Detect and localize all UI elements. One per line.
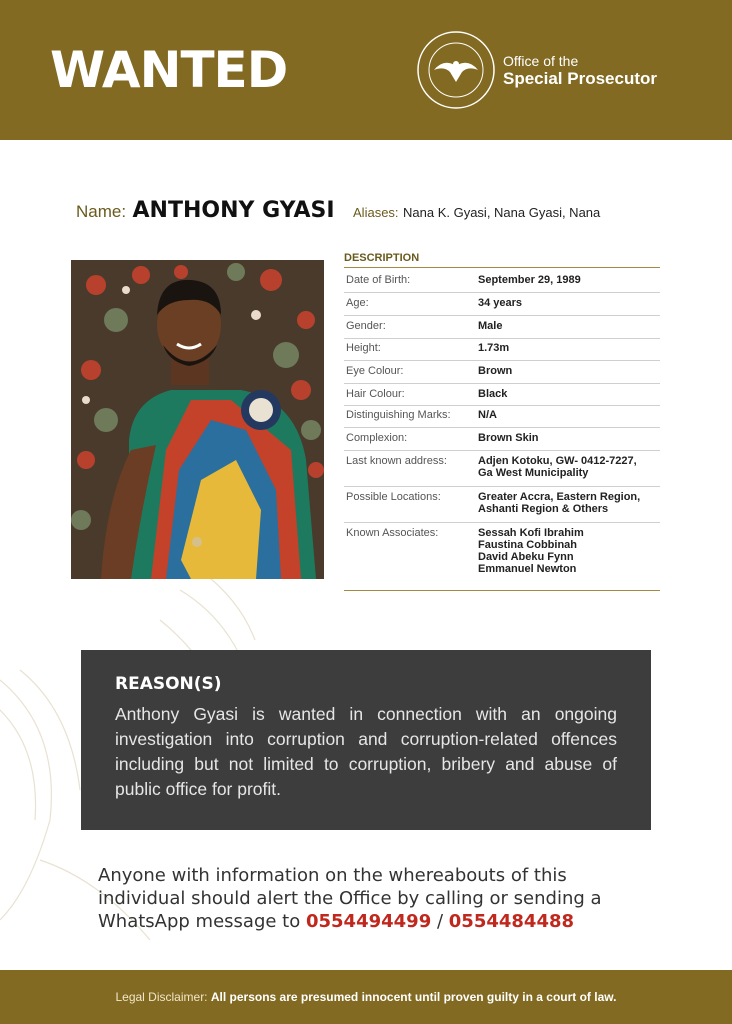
reason-title: REASON(S) bbox=[115, 674, 222, 694]
row-value: Adjen Kotoku, GW- 0412-7227, Ga West Municipality bbox=[478, 455, 637, 479]
description-row-complexion bbox=[344, 428, 660, 451]
phone-number-1[interactable]: 0554494499 bbox=[305, 911, 432, 932]
row-label: Last known address: bbox=[346, 455, 447, 467]
subject-name: ANTHONY GYASI bbox=[132, 198, 335, 223]
row-label: Hair Colour: bbox=[346, 388, 405, 400]
row-value: September 29, 1989 bbox=[478, 274, 581, 286]
alert-text: Anyone with information on the whereabouts of this individual should alert the Office by calling or sending a WhatsApp message to bbox=[98, 865, 602, 932]
row-value: 1.73m bbox=[478, 342, 510, 354]
subject-photo bbox=[71, 260, 324, 579]
description-row-hair-colour bbox=[344, 384, 660, 406]
row-label: Distinguishing Marks: bbox=[346, 409, 451, 421]
description-row-age bbox=[344, 293, 660, 316]
description-row-eye-colour bbox=[344, 361, 660, 384]
header-banner bbox=[0, 0, 732, 140]
footer-banner bbox=[0, 970, 732, 1024]
reason-box bbox=[81, 650, 651, 830]
aliases-label: Aliases: bbox=[353, 205, 399, 220]
row-value: Brown bbox=[478, 365, 513, 377]
row-value: 34 years bbox=[478, 297, 523, 309]
row-label: Complexion: bbox=[346, 432, 408, 444]
row-value: N/A bbox=[478, 409, 497, 421]
row-label: Date of Birth: bbox=[346, 274, 411, 286]
row-label: Height: bbox=[346, 342, 381, 354]
disclaimer-text: All persons are presumed innocent until proven guilty in a court of law. bbox=[210, 990, 617, 1004]
agency-seal-logo bbox=[416, 30, 496, 110]
description-row-date-of-birth bbox=[344, 268, 660, 293]
row-value: Black bbox=[478, 388, 508, 400]
reason-text: Anthony Gyasi is wanted in connection with an ongoing investigation into corruption and corruption-related offences including but not limited to corruption, bribery and abuse of public office for profit. bbox=[115, 704, 617, 799]
aliases-value: Nana K. Gyasi, Nana Gyasi, Nana bbox=[403, 205, 601, 220]
disclaimer-label: Legal Disclaimer: bbox=[115, 990, 208, 1004]
description-row-known-associates bbox=[344, 523, 660, 591]
row-label: Eye Colour: bbox=[346, 365, 404, 377]
contact-alert bbox=[98, 864, 658, 933]
row-value: Male bbox=[478, 320, 503, 332]
row-label: Known Associates: bbox=[346, 527, 439, 539]
description-row-gender bbox=[344, 316, 660, 339]
description-row-possible-locations bbox=[344, 487, 660, 523]
legal-disclaimer bbox=[0, 970, 732, 1024]
name-label: Name: bbox=[76, 202, 127, 221]
phone-number-2[interactable]: 0554484488 bbox=[448, 911, 575, 932]
agency-name-line1: Office of the bbox=[503, 53, 579, 69]
row-value: Sessah Kofi Ibrahim Faustina Cobbinah David Abeku Fynn Emmanuel Newton bbox=[478, 527, 584, 575]
phone-separator: / bbox=[436, 911, 444, 932]
row-label: Gender: bbox=[346, 320, 386, 332]
row-value: Brown Skin bbox=[478, 432, 539, 444]
description-row-last-known-address bbox=[344, 451, 660, 487]
name-row bbox=[76, 198, 696, 228]
agency-name bbox=[503, 52, 657, 88]
description-title: DESCRIPTION bbox=[344, 250, 660, 268]
description-row-distinguishing-marks bbox=[344, 406, 660, 428]
description-table bbox=[344, 250, 660, 591]
row-value: Greater Accra, Eastern Region, Ashanti Region & Others bbox=[478, 491, 641, 515]
row-label: Age: bbox=[346, 297, 369, 309]
row-label: Possible Locations: bbox=[346, 491, 441, 503]
description-row-height bbox=[344, 339, 660, 361]
wanted-title: WANTED bbox=[50, 41, 288, 99]
agency-name-line2: Special Prosecutor bbox=[503, 69, 658, 88]
